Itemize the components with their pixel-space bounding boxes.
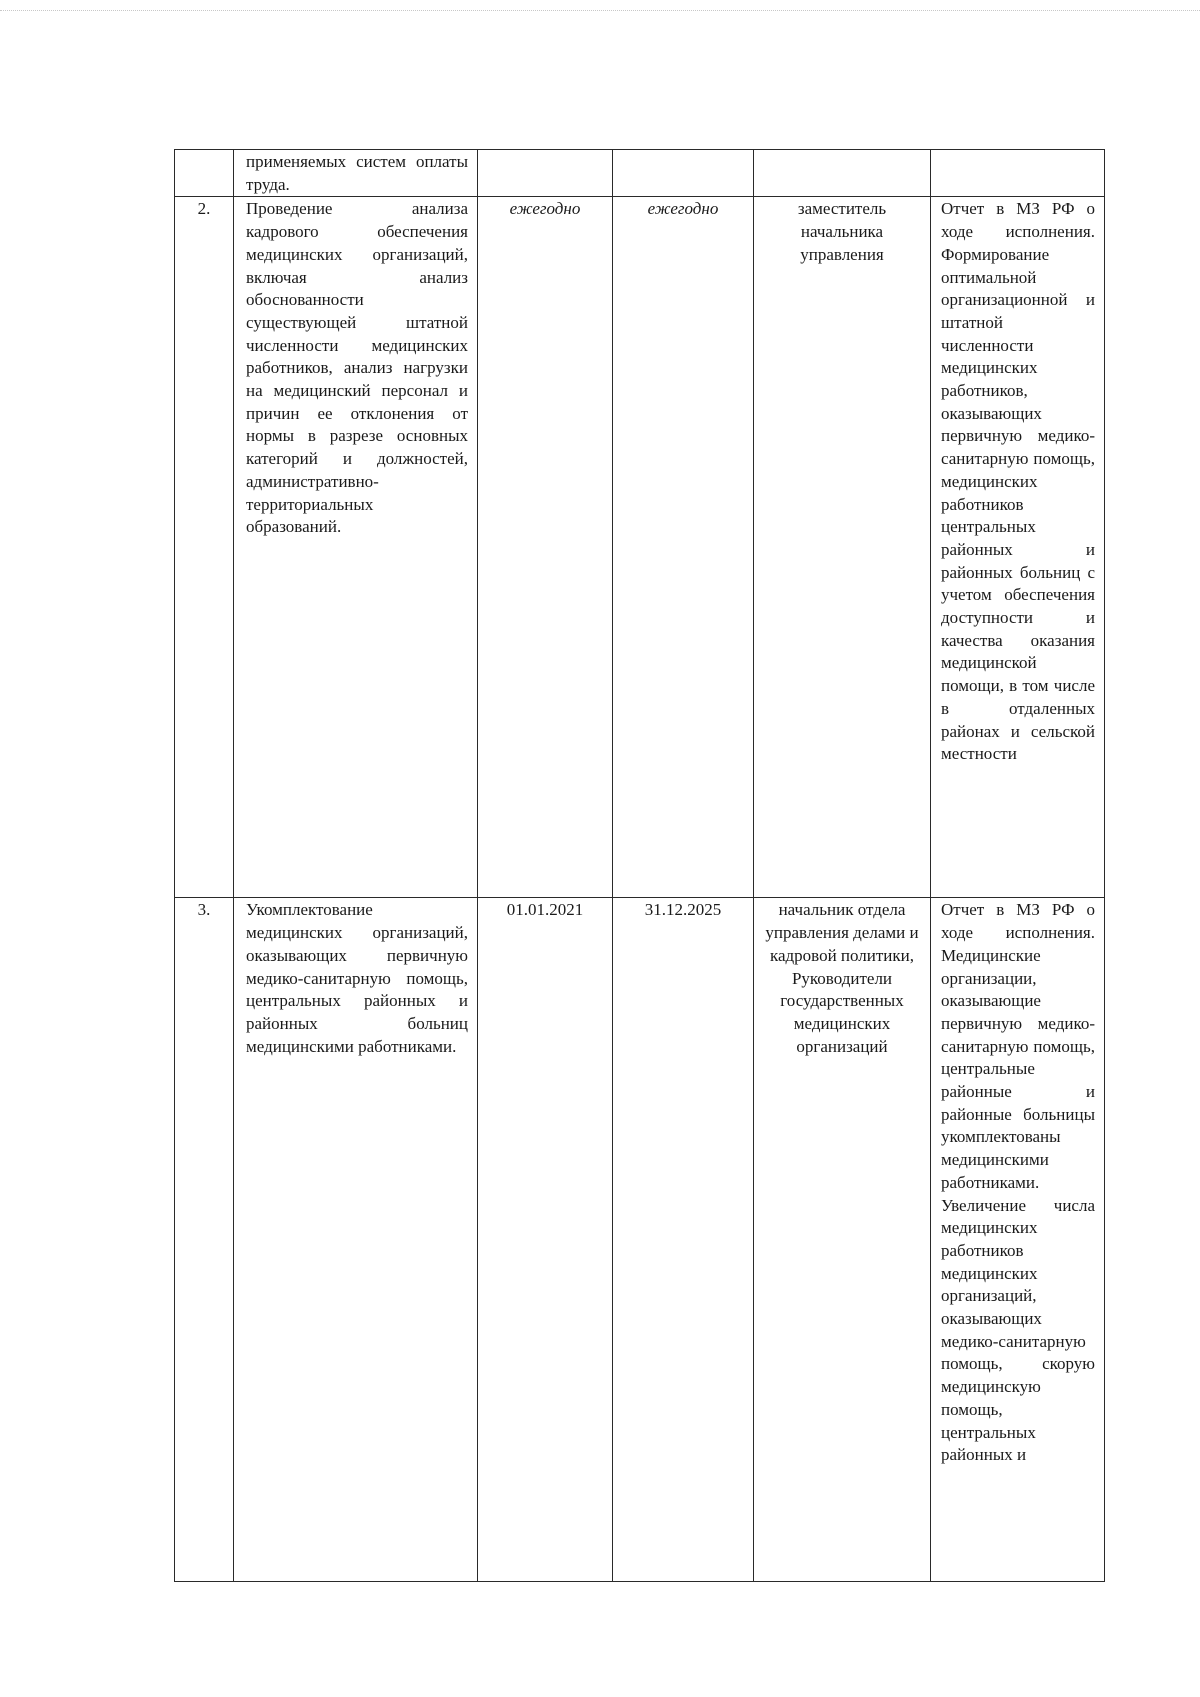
row-number: 2. bbox=[197, 199, 211, 219]
end-date-cell bbox=[613, 898, 754, 1582]
responsible-text: начальник отдела управления делами и кадровой политики, Руководители государственных медицинских организаций bbox=[765, 900, 919, 1056]
result-text bbox=[931, 150, 1104, 151]
result-text: Отчет в МЗ РФ о ходе исполнения. Формирование оптимальной организационной и штатной численности медицинских работников, оказывающих первичную медико-санитарную помощь, медицинских работников центральных районных и районных больниц с учетом обеспечения доступности и качества оказания медицинской помощи, в том числе в отдаленных районах и сельской местности bbox=[941, 199, 1095, 764]
row-number-cell bbox=[175, 197, 234, 898]
start-date bbox=[478, 150, 612, 151]
table-row bbox=[175, 898, 1105, 1582]
scan-edge-line bbox=[0, 10, 1200, 11]
row-number: 3. bbox=[197, 900, 211, 920]
end-date: 31.12.2025 bbox=[644, 900, 722, 920]
start-date-cell bbox=[478, 197, 613, 898]
start-date: 01.01.2021 bbox=[506, 900, 584, 920]
responsible-text bbox=[754, 150, 930, 151]
row-number-cell bbox=[175, 898, 234, 1582]
measure-cell bbox=[234, 197, 478, 898]
responsible-cell bbox=[754, 150, 931, 197]
result-cell bbox=[931, 150, 1105, 197]
table-row bbox=[175, 197, 1105, 898]
result-text: Отчет в МЗ РФ о ходе исполнения. Медицинские организации, оказывающие первичную медико-санитарную помощь, центральные районные и районные больницы укомплектованы медицинскими работниками. Увеличение числа медицинских работников медицинских организаций, оказывающих медико-санитарную помощь, скорую медицинскую помощь, центральных районных и bbox=[941, 900, 1095, 1465]
row-number-cell bbox=[175, 150, 234, 197]
measure-cell bbox=[234, 150, 478, 197]
end-date-cell bbox=[613, 197, 754, 898]
row-number bbox=[175, 150, 233, 151]
measure-text: Проведение анализа кадрового обеспечения медицинских организаций, включая анализ обоснованности существующей штатной численности медицинских работников, анализ нагрузки на медицинский персонал и причин ее отклонения от нормы в разрезе основных категорий и должностей, административно-территориальных образований. bbox=[246, 199, 468, 537]
table-row bbox=[175, 150, 1105, 197]
result-cell bbox=[931, 197, 1105, 898]
measure-text: применяемых систем оплаты труда. bbox=[246, 152, 468, 194]
start-date-cell bbox=[478, 150, 613, 197]
measure-cell bbox=[234, 898, 478, 1582]
responsible-cell bbox=[754, 197, 931, 898]
start-date: ежегодно bbox=[509, 199, 581, 219]
end-date: ежегодно bbox=[647, 199, 719, 219]
responsible-cell bbox=[754, 898, 931, 1582]
measures-table bbox=[174, 149, 1105, 1582]
start-date-cell bbox=[478, 898, 613, 1582]
measure-text: Укомплектование медицинских организаций, оказывающих первичную медико-санитарную помощь, центральных районных и районных больниц медицинскими работниками. bbox=[246, 900, 468, 1056]
result-cell bbox=[931, 898, 1105, 1582]
end-date bbox=[613, 150, 753, 151]
responsible-text: заместитель начальника управления bbox=[797, 199, 887, 264]
end-date-cell bbox=[613, 150, 754, 197]
